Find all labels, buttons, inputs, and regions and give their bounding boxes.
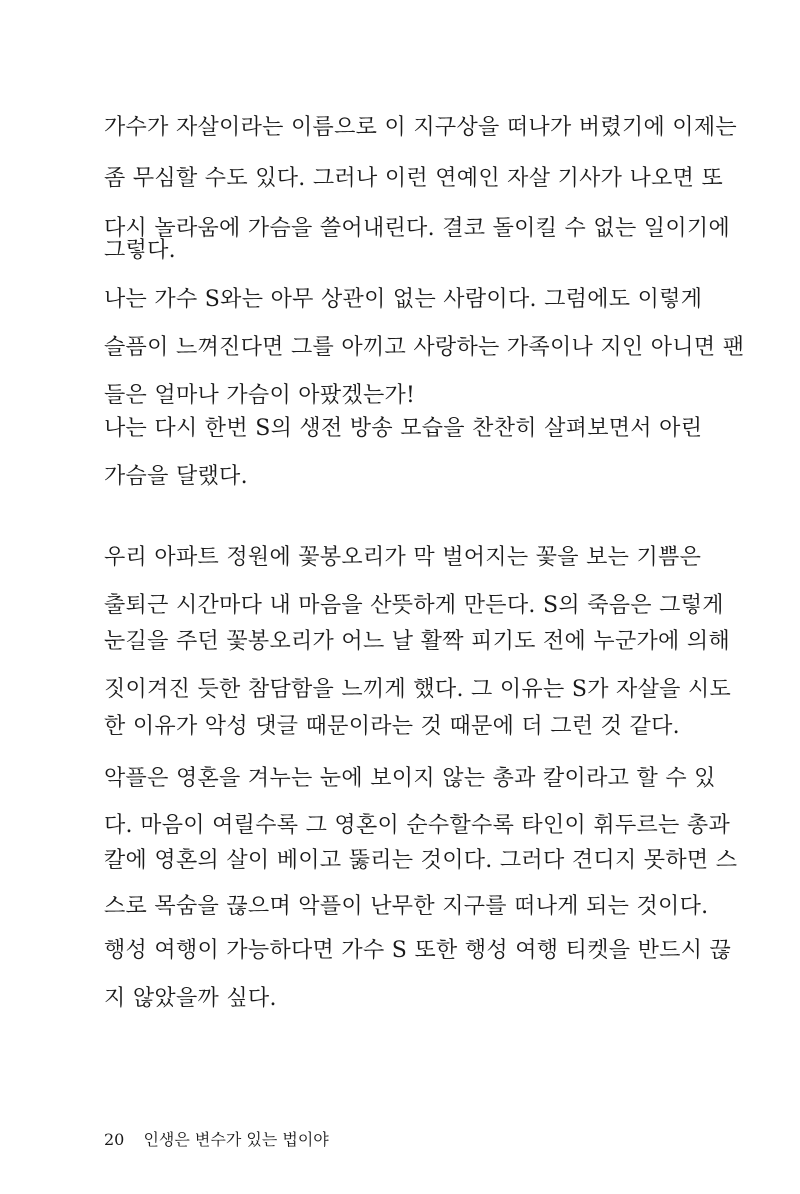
text-line: 다시 놀라움에 가슴을 쓸어내린다. 결코 돌이킬 수 없는 일이기에 [104, 216, 730, 241]
text-line: 다. 마음이 여릴수록 그 영혼이 순수할수록 타인이 휘두르는 총과 [104, 813, 730, 838]
text-line: 나는 다시 한번 S의 생전 방송 모습을 찬찬히 살펴보면서 아린 [104, 416, 703, 441]
text-line: 나는 가수 S와는 아무 상관이 없는 사람이다. 그럼에도 이렇게 [104, 287, 703, 312]
book-title: 인생은 변수가 있는 법이야 [143, 1130, 329, 1149]
page-footer [104, 1130, 329, 1150]
text-line: 짓이겨진 듯한 참담함을 느끼게 했다. 그 이유는 S가 자살을 시도 [104, 677, 732, 702]
text-line: 가수가 자살이라는 이름으로 이 지구상을 떠나가 버렸기에 이제는 [104, 115, 737, 140]
text-line: 지 않았을까 싶다. [104, 986, 277, 1011]
text-line: 가슴을 달랬다. [104, 464, 248, 489]
text-line: 들은 얼마나 가슴이 아팠겠는가! [104, 383, 416, 408]
text-line: 우리 아파트 정원에 꽃봉오리가 막 벌어지는 꽃을 보는 기쁨은 [104, 545, 702, 570]
text-line: 행성 여행이 가능하다면 가수 S 또한 행성 여행 티켓을 반드시 끊 [104, 938, 732, 963]
text-line: 칼에 영혼의 살이 베이고 뚫리는 것이다. 그러다 견디지 못하면 스 [104, 848, 738, 873]
page-number: 20 [104, 1130, 125, 1149]
text-line: 한 이유가 악성 댓글 때문이라는 것 때문에 더 그런 것 같다. [104, 714, 680, 739]
text-line: 출퇴근 시간마다 내 마음을 산뜻하게 만든다. S의 죽음은 그렇게 [104, 593, 724, 618]
text-line: 악플은 영혼을 겨누는 눈에 보이지 않는 총과 칼이라고 할 수 있 [104, 766, 716, 791]
text-line: 좀 무심할 수도 있다. 그러나 이런 연예인 자살 기사가 나오면 또 [104, 166, 724, 191]
text-line: 눈길을 주던 꽃봉오리가 어느 날 활짝 피기도 전에 누군가에 의해 [104, 629, 730, 654]
text-line: 그렇다. [104, 238, 176, 263]
text-line: 슬픔이 느껴진다면 그를 아끼고 사랑하는 가족이나 지인 아니면 팬 [104, 335, 745, 360]
text-line: 스로 목숨을 끊으며 악플이 난무한 지구를 떠나게 되는 것이다. [104, 894, 709, 919]
